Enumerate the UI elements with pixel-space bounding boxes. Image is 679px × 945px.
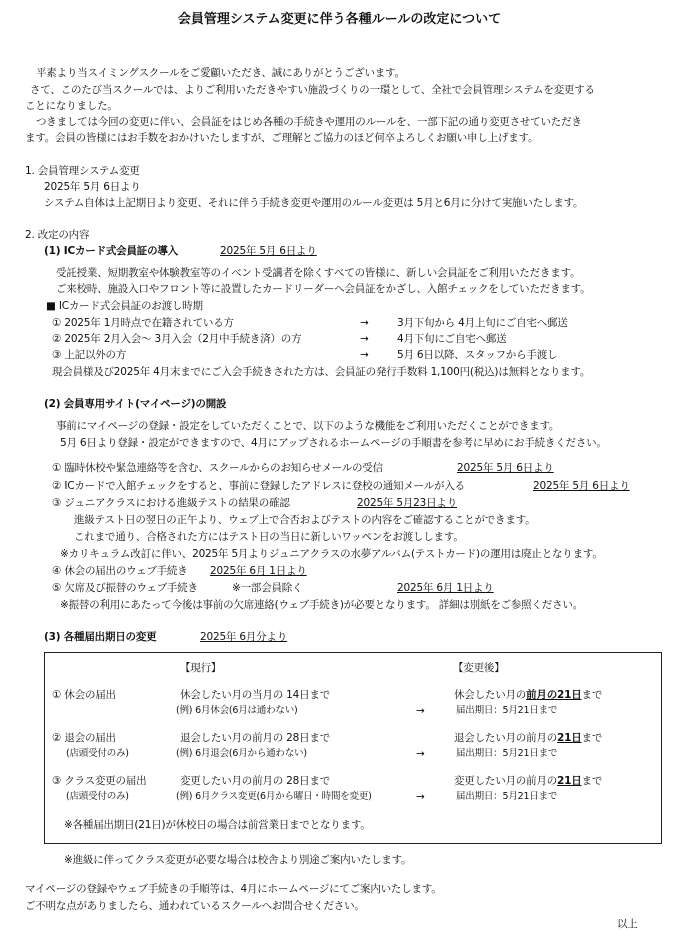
- mypage-item-5-date: 2025年 6月 1日より: [397, 582, 494, 594]
- schedule-3-arrow: →: [360, 349, 369, 361]
- footer-note: ※進級に伴ってクラス変更が必要な場合は校舎より別途ご案内いたします。: [64, 854, 412, 866]
- schedule-2-arrow: →: [360, 333, 369, 345]
- item5-note: ※振替の利用にあたって今後は事前の欠席連絡(ウェブ手続き)が必要となります。 詳細は別紙をご参照ください。: [60, 599, 583, 611]
- sub1-date: 2025年 5月 6日より: [220, 245, 317, 257]
- sub2-body-2: 5月 6日より登録・設定ができますので、4月にアップされるホームページの手順書を参考に早めにお手続きください。: [60, 437, 607, 449]
- intro-line-1: 平素より当スイミングスクールをご愛顧いただき、誠にありがとうございます。: [36, 67, 405, 79]
- deadline-row-2-arrow: →: [416, 748, 425, 760]
- sub2-heading: (2) 会員専用サイト(マイページ)の開設: [44, 398, 227, 410]
- sub1-body-1: 受託授業、短期教室や体験教室等のイベント受講者を除くすべての皆様に、新しい会員証をご利用いただきます。: [56, 267, 581, 279]
- deadline-row-3-sub: (店頭受付のみ): [66, 791, 129, 802]
- intro-line-3: ことになりました。: [25, 100, 118, 112]
- schedule-1-label: ① 2025年 1月時点で在籍されている方: [52, 317, 234, 329]
- schedule-1-arrow: →: [360, 317, 369, 329]
- item3-note: ※カリキュラム改訂に伴い、2025年 5月よりジュニアクラスの水夢アルバム(テストカード)の運用は廃止となります。: [60, 548, 603, 560]
- mypage-item-1: ① 臨時休校や緊急連絡等を含む、スクールからのお知らせメールの受信: [52, 462, 383, 474]
- intro-line-2: さて、このたび当スクールでは、よりご利用いただきやすい施設づくりの一環として、全社で会員管理システムを変更する: [30, 84, 595, 96]
- deadline-row-2-current: 退会したい月の前月の 28日まで: [180, 732, 330, 744]
- schedule-1-value: 3月下旬から 4月上旬にご自宅へ郵送: [397, 317, 568, 329]
- sub1-body-2: ご来校時、施設入口やフロント等に設置したカードリーダーへ会員証をかざし、入館チェックをしていただきます。: [56, 283, 591, 295]
- end-mark: 以上: [617, 918, 638, 930]
- deadline-row-2-deadline: 届出期日：5月21日まで: [456, 748, 558, 759]
- page-title: 会員管理システム変更に伴う各種ルールの改定について: [177, 12, 502, 27]
- deadline-row-3-after: 変更したい月の前月の21日まで: [454, 775, 603, 787]
- deadline-row-2-sub: (店頭受付のみ): [66, 748, 129, 759]
- deadline-row-3-arrow: →: [416, 791, 425, 803]
- deadline-row-1-arrow: →: [416, 705, 425, 717]
- schedule-heading: ■ ICカード式会員証のお渡し時期: [46, 300, 203, 312]
- sub1-heading: (1) ICカード式会員証の導入: [44, 245, 178, 257]
- mypage-item-5: ⑤ 欠席及び振替のウェブ手続き: [52, 582, 198, 594]
- deadline-row-3-deadline: 届出期日：5月21日まで: [456, 791, 558, 802]
- mypage-item-5-note: ※一部会員除く: [232, 582, 303, 594]
- deadline-row-1-after: 休会したい月の前月の21日まで: [454, 689, 603, 701]
- schedule-2-label: ② 2025年 2月入会～ 3月入会（2月中手続き済）の方: [52, 333, 302, 345]
- item3-detail-2: これまで通り、合格された方にはテスト日の当日に新しいワッペンをお渡しします。: [74, 531, 464, 543]
- deadline-row-3-name: ③ クラス変更の届出: [52, 775, 147, 787]
- intro-line-5: ます。会員の皆様にはお手数をおかけいたしますが、ご理解とご協力のほど何卒よろしくお願い申し上げます。: [25, 132, 539, 144]
- deadline-row-2-example: (例) 6月退会(6月から通わない): [176, 748, 307, 759]
- intro-line-4: つきましては今回の変更に伴い、会員証をはじめ各種の手続きや運用のルールを、一部下記の通り変更させていただき: [36, 116, 582, 128]
- closing-line-2: ご不明な点がありましたら、通われているスクールへお問合せください。: [25, 900, 365, 912]
- deadline-row-3-example: (例) 6月クラス変更(6月から曜日・時間を変更): [176, 791, 372, 802]
- section1-body: システム自体は上記期日より変更、それに伴う手続き変更や運用のルール変更は 5月と6月に分けて実施いたします。: [44, 197, 584, 209]
- mypage-item-4-date: 2025年 6月 1日より: [210, 565, 307, 577]
- section2-heading: 2. 改定の内容: [25, 229, 90, 241]
- deadline-row-1-current: 休会したい月の当月の 14日まで: [180, 689, 330, 701]
- mypage-item-2-date: 2025年 5月 6日より: [533, 480, 630, 492]
- section1-date: 2025年 5月 6日より: [44, 181, 141, 193]
- deadline-row-1-deadline: 届出期日：5月21日まで: [456, 705, 558, 716]
- box-note: ※各種届出期日(21日)が休校日の場合は前営業日までとなります。: [64, 819, 371, 831]
- deadline-row-1-example: (例) 6月休会(6月は通わない): [176, 705, 298, 716]
- deadline-row-1-name: ① 休会の届出: [52, 689, 116, 701]
- deadline-row-2-after: 退会したい月の前月の21日まで: [454, 732, 603, 744]
- sub3-heading: (3) 各種届出期日の変更: [44, 631, 157, 643]
- schedule-3-value: 5月 6日以降、スタッフから手渡し: [397, 349, 558, 361]
- mypage-item-1-date: 2025年 5月 6日より: [457, 462, 554, 474]
- sub1-note: 現会員様及び2025年 4月末までにご入会手続きされた方は、会員証の発行手数料 1,100円(税込)は無料となります。: [52, 366, 591, 378]
- schedule-2-value: 4月下旬にご自宅へ郵送: [397, 333, 507, 345]
- deadline-change-box: [44, 652, 662, 844]
- item3-detail-1: 進級テスト日の翌日の正午より、ウェブ上で合否およびテストの内容をご確認することができます。: [74, 514, 536, 526]
- deadline-row-3-current: 変更したい月の前月の 28日まで: [180, 775, 330, 787]
- col-current-header: 【現行】: [180, 662, 222, 674]
- sub3-date: 2025年 6月分より: [200, 631, 288, 643]
- sub2-body-1: 事前にマイページの登録・設定をしていただくことで、以下のような機能をご利用いただくことができます。: [56, 420, 560, 432]
- mypage-item-2: ② ICカードで入館チェックをすると、事前に登録したアドレスに登校の通知メールが入る: [52, 480, 465, 492]
- section1-heading: 1. 会員管理システム変更: [25, 165, 140, 177]
- mypage-item-4: ④ 休会の届出のウェブ手続き: [52, 565, 188, 577]
- mypage-item-3: ③ ジュニアクラスにおける進級テストの結果の確認: [52, 497, 290, 509]
- schedule-3-label: ③ 上記以外の方: [52, 349, 127, 361]
- mypage-item-3-date: 2025年 5月23日より: [357, 497, 458, 509]
- deadline-row-2-name: ② 退会の届出: [52, 732, 116, 744]
- closing-line-1: マイページの登録やウェブ手続きの手順等は、4月にホームページにてご案内いたします。: [25, 883, 442, 895]
- col-after-header: 【変更後】: [453, 662, 505, 674]
